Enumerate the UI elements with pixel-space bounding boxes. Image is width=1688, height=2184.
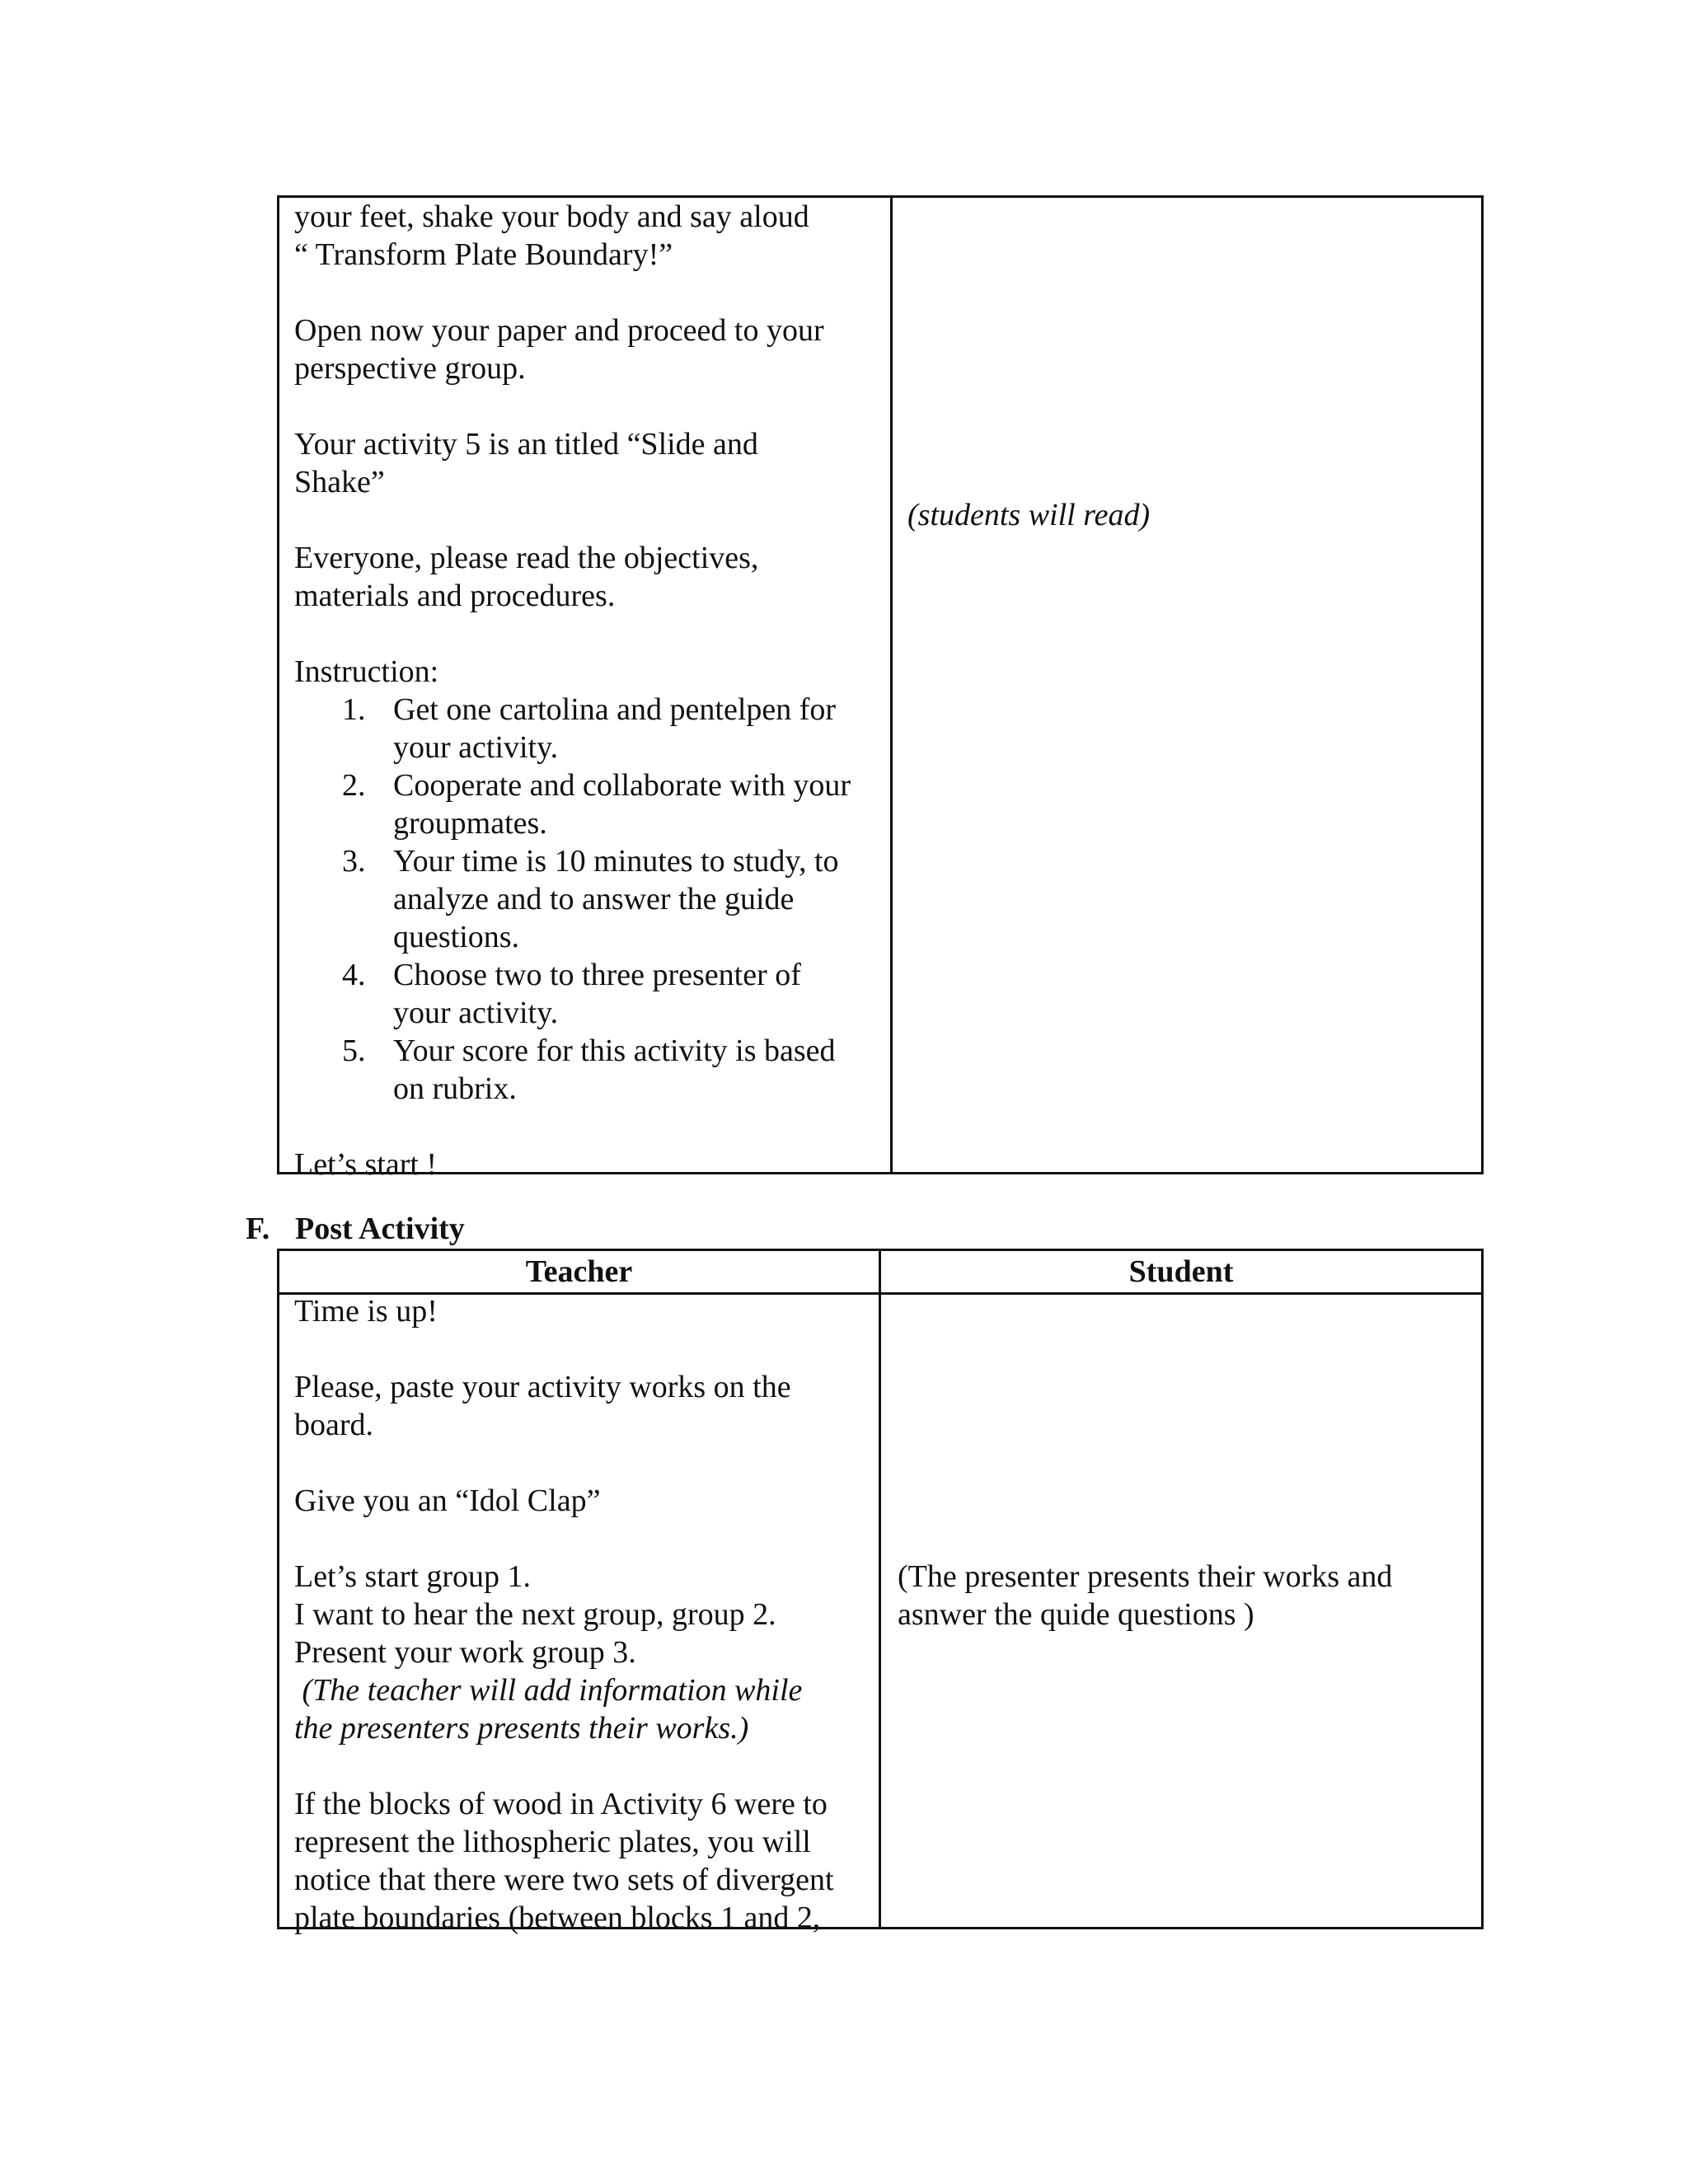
teacher-line: I want to hear the next group, group 2. (294, 1597, 776, 1632)
teacher-line: notice that there were two sets of divergent (294, 1863, 834, 1897)
student-cell (907, 496, 1476, 534)
closing-line: Let’s start ! (294, 1147, 438, 1182)
activity-table (277, 195, 1484, 1182)
teacher-line: If the blocks of wood in Activity 6 were to (294, 1787, 828, 1821)
teacher-line: your feet, shake your body and say aloud (294, 199, 809, 234)
column-divider (879, 1251, 881, 1927)
student-cell (898, 1558, 1475, 1633)
student-line: asnwer the quide questions ) (898, 1597, 1254, 1632)
instruction-line: Cooperate and collaborate with your (393, 768, 851, 803)
teacher-line: plate boundaries (between blocks 1 and 2, (294, 1900, 821, 1935)
instruction-line: questions. (393, 920, 520, 954)
instruction-line: Get one cartolina and pentelpen for (393, 692, 837, 727)
student-line: (students will read) (907, 498, 1151, 532)
section-title: Post Activity (295, 1212, 465, 1246)
instruction-number: 1. (342, 692, 366, 727)
teacher-line: Everyone, please read the objectives, (294, 541, 759, 575)
teacher-line: board. (294, 1408, 374, 1442)
teacher-note: (The teacher will add information while (294, 1673, 803, 1708)
section-letter: F. (246, 1212, 270, 1246)
teacher-line: perspective group. (294, 351, 526, 386)
teacher-line: Present your work group 3. (294, 1635, 636, 1670)
instruction-number: 2. (342, 768, 366, 803)
teacher-line: Let’s start group 1. (294, 1559, 532, 1594)
instruction-line: on rubrix. (393, 1071, 517, 1106)
teacher-line: Shake” (294, 465, 385, 499)
student-line: (The presenter presents their works and (898, 1559, 1393, 1594)
teacher-line: Your activity 5 is an titled “Slide and (294, 427, 758, 462)
teacher-line: Time is up! (294, 1294, 438, 1329)
teacher-line: Please, paste your activity works on the (294, 1370, 791, 1404)
instruction-number: 5. (342, 1033, 366, 1068)
instruction-line: analyze and to answer the guide (393, 882, 795, 916)
instruction-item (294, 842, 879, 956)
instruction-heading: Instruction: (294, 654, 439, 689)
instruction-line: your activity. (393, 730, 559, 765)
teacher-note: the presenters presents their works.) (294, 1711, 749, 1746)
teacher-header: Teacher (525, 1254, 633, 1289)
instruction-line: your activity. (393, 996, 559, 1030)
teacher-line: Give you an “Idol Clap” (294, 1483, 601, 1518)
post-activity-table (277, 1249, 1484, 1935)
instruction-item (294, 956, 879, 1032)
instruction-line: Your time is 10 minutes to study, to (393, 844, 839, 879)
instruction-list (294, 691, 879, 1108)
instruction-line: Choose two to three presenter of (393, 958, 801, 992)
instruction-item (294, 766, 879, 842)
instruction-number: 4. (342, 958, 366, 992)
student-header: Student (1128, 1254, 1234, 1289)
instruction-line: Your score for this activity is based (393, 1033, 836, 1068)
teacher-line: Open now your paper and proceed to your (294, 313, 824, 348)
teacher-cell (294, 1292, 871, 1937)
instruction-item (294, 1032, 879, 1108)
teacher-line: represent the lithospheric plates, you will (294, 1825, 811, 1859)
instruction-number: 3. (342, 844, 366, 879)
instruction-line: groupmates. (393, 806, 547, 841)
column-divider (890, 198, 893, 1172)
instruction-item (294, 691, 879, 766)
teacher-line: materials and procedures. (294, 579, 616, 613)
teacher-line: “ Transform Plate Boundary!” (294, 237, 673, 272)
teacher-cell (294, 198, 879, 1183)
